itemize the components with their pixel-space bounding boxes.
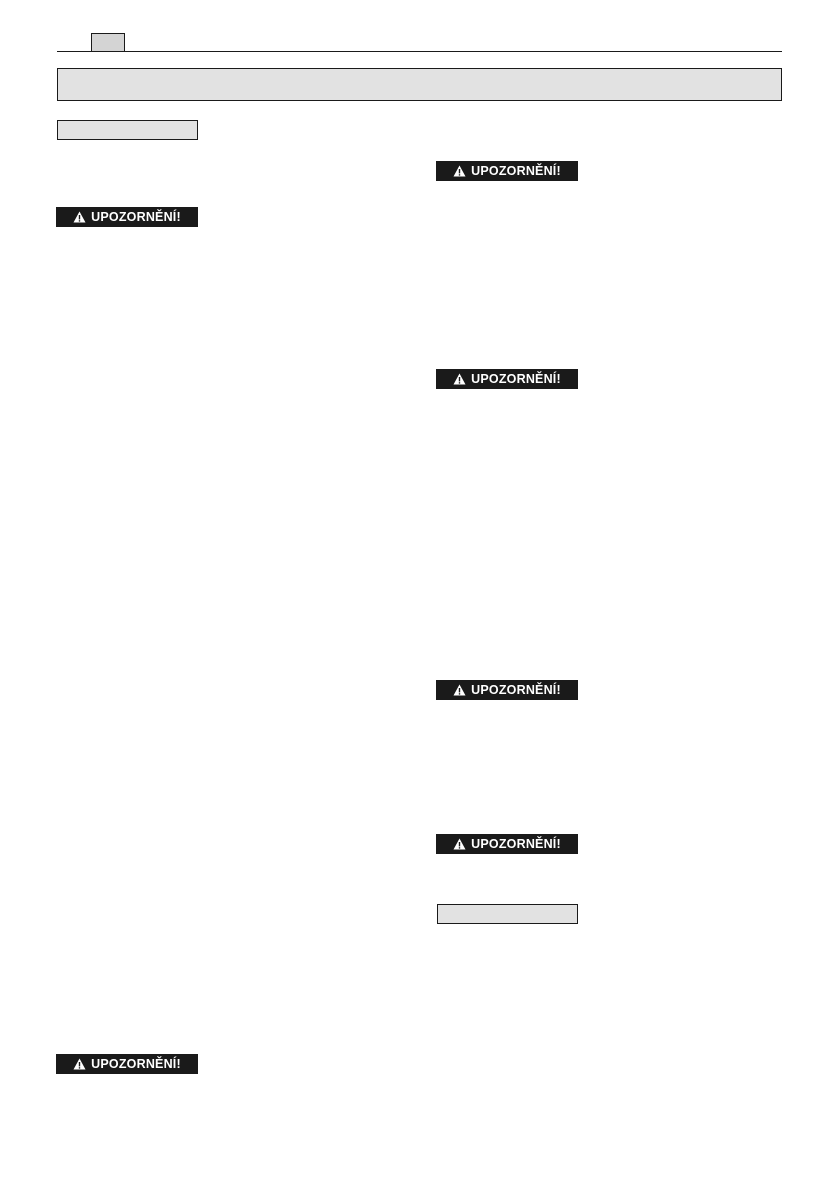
warning-triangle-icon	[73, 211, 86, 223]
header-rule	[57, 51, 782, 52]
warning-triangle-icon	[453, 838, 466, 850]
warning-label	[436, 680, 578, 700]
warning-label	[436, 369, 578, 389]
subsection-box-left	[57, 120, 198, 140]
warning-label	[56, 207, 198, 227]
warning-text: UPOZORNĚNÍ!	[91, 1057, 181, 1071]
subsection-box-right	[437, 904, 578, 924]
warning-text: UPOZORNĚNÍ!	[471, 164, 561, 178]
warning-text: UPOZORNĚNÍ!	[471, 372, 561, 386]
warning-label	[436, 161, 578, 181]
warning-triangle-icon	[453, 373, 466, 385]
page-tab	[91, 33, 125, 52]
warning-text: UPOZORNĚNÍ!	[91, 210, 181, 224]
warning-triangle-icon	[453, 165, 466, 177]
warning-triangle-icon	[73, 1058, 86, 1070]
warning-label	[56, 1054, 198, 1074]
warning-label	[436, 834, 578, 854]
warning-text: UPOZORNĚNÍ!	[471, 683, 561, 697]
warning-triangle-icon	[453, 684, 466, 696]
warning-text: UPOZORNĚNÍ!	[471, 837, 561, 851]
section-title-bar	[57, 68, 782, 101]
